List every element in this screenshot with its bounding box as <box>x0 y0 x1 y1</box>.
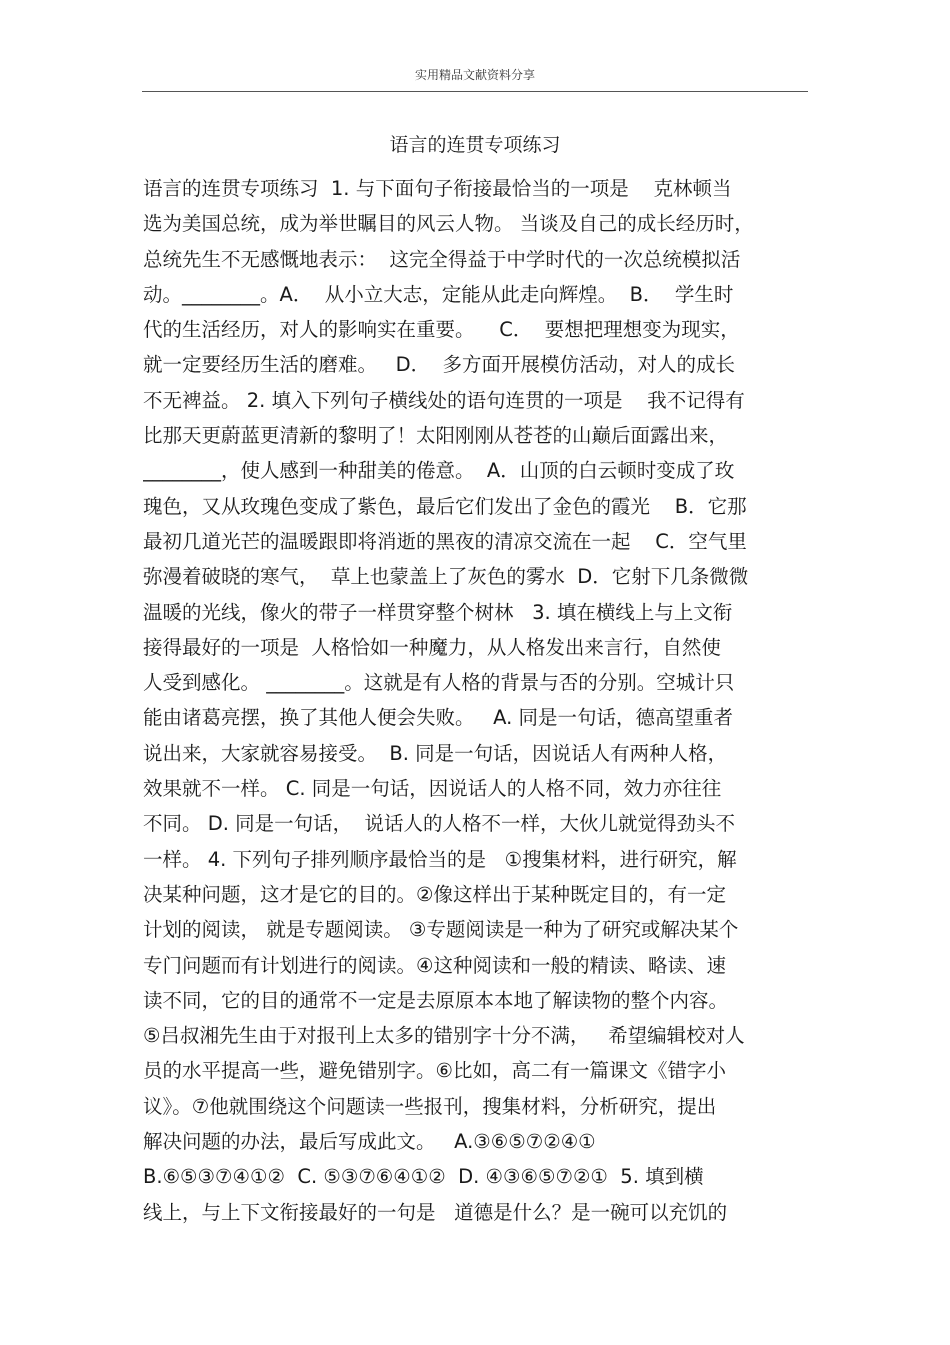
text-line: 就一定要经历生活的磨难。 D． 多方面开展模仿活动，对人的成长 <box>143 353 736 377</box>
text-line: 读不同，它的目的通常不一定是去原原本本地了解读物的整个内容。 <box>143 988 729 1012</box>
text-line: 员的水平提高一些，避免错别字。⑥比如，高二有一篇课文《错字小 <box>143 1059 726 1083</box>
text-line: 一样。 4. 下列句子排列顺序最恰当的是 ①搜集材料，进行研究，解 <box>143 847 737 871</box>
text-line: 代的生活经历，对人的影响实在重要。 C． 要想把理想变为现实， <box>143 318 740 342</box>
text-line: 不同。 D. 同是一句话， 说话人的人格不一样，大伙儿就觉得劲头不 <box>143 812 736 836</box>
text-line: 线上，与上下文衔接最好的一句是 道德是什么？是一碗可以充饥的 <box>143 1200 728 1224</box>
text-line: 效果就不一样。 C. 同是一句话，因说话人的人格不同，效力亦往往 <box>143 777 722 801</box>
text-line: 说出来，大家就容易接受。 B. 同是一句话，因说话人有两种人格， <box>143 741 728 765</box>
text-line: B.⑥⑤③⑦④①② C. ⑤③⑦⑥④①② D. ④③⑥⑤⑦②① 5. 填到横 <box>143 1165 704 1189</box>
text-line: 解决问题的办法，最后写成此文。 A.③⑥⑤⑦②④① <box>143 1130 596 1154</box>
text-line: 比那天更蔚蓝更清新的黎明了！太阳刚刚从苍苍的山巅后面露出来， <box>143 424 729 448</box>
text-line: 语言的连贯专项练习 1. 与下面句子衔接最恰当的一项是 克林顿当 <box>143 177 732 200</box>
text-line: 计划的阅读， 就是专题阅读。 ③专题阅读是一种为了研究或解决某个 <box>143 918 739 942</box>
text-line: 瑰色，又从玫瑰色变成了紫色，最后它们发出了金色的霞光 B．它那 <box>143 494 747 518</box>
page-header: 实用精品文献资料分享 <box>414 68 535 82</box>
text-line: 人受到感化。 ________。这就是有人格的背景与否的分别。空城计只 <box>143 671 735 695</box>
document-body <box>143 171 808 1230</box>
text-line: 温暖的光线，像火的带子一样贯穿整个树林 3. 填在横线上与上文衔 <box>143 600 733 624</box>
text-line: 选为美国总统，成为举世瞩目的风云人物。 当谈及自己的成长经历时， <box>143 212 754 236</box>
text-line: 决某种问题，这才是它的目的。②像这样出于某种既定目的，有一定 <box>143 882 726 906</box>
document-title: 语言的连贯专项练习 <box>389 134 561 156</box>
text-line: 接得最好的一项是 人格恰如一种魔力，从人格发出来言行，自然使 <box>143 635 721 659</box>
text-line: 议》。⑦他就围绕这个问题读一些报刊，搜集材料，分析研究，提出 <box>143 1094 717 1118</box>
text-line: ________，使人感到一种甜美的倦意。 A．山顶的白云顿时变成了玫 <box>143 459 735 483</box>
text-line: 最初几道光芒的温暖跟即将消逝的黑夜的清凉交流在一起 C．空气里 <box>143 529 747 553</box>
text-line: 总统先生不无感慨地表示： 这完全得益于中学时代的一次总统模拟活 <box>143 247 741 271</box>
text-line: 动。________。A． 从小立大志，定能从此走向辉煌。 B． 学生时 <box>143 282 734 306</box>
text-line: 专门问题而有计划进行的阅读。④这种阅读和一般的精读、略读、速 <box>143 953 726 977</box>
header-divider <box>142 91 808 92</box>
text-line: 不无裨益。 2. 填入下列句子横线处的语句连贯的一项是 我不记得有 <box>143 388 745 412</box>
text-line: 能由诸葛亮摆，换了其他人便会失败。 A. 同是一句话，德高望重者 <box>143 706 733 730</box>
text-line: 弥漫着破晓的寒气， 草上也蒙盖上了灰色的雾水 D．它射下几条微微 <box>143 565 749 589</box>
text-line: ⑤吕叔湘先生由于对报刊上太多的错别字十分不满， 希望编辑校对人 <box>143 1024 745 1048</box>
